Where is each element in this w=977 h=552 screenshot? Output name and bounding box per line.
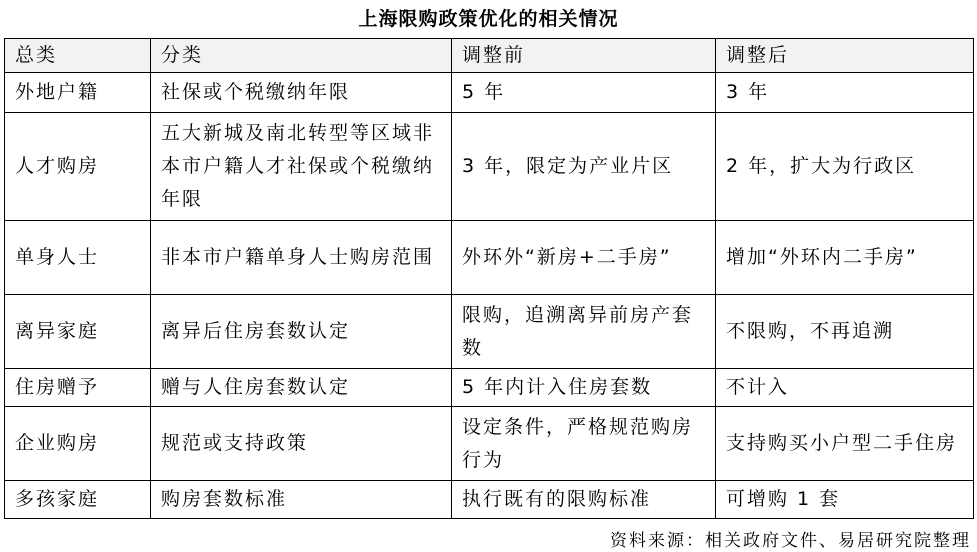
cell-category: 住房赠予 (5, 369, 151, 407)
cell-category: 人才购房 (5, 113, 151, 221)
table-row (5, 295, 974, 369)
cell-subcategory: 社保或个税缴纳年限 (151, 73, 452, 113)
table-row (5, 481, 974, 519)
cell-subcategory: 五大新城及南北转型等区域非本市户籍人才社保或个税缴纳年限 (151, 113, 452, 221)
cell-before: 5 年内计入住房套数 (452, 369, 716, 407)
cell-category: 离异家庭 (5, 295, 151, 369)
cell-subcategory: 规范或支持政策 (151, 407, 452, 481)
cell-before: 设定条件，严格规范购房行为 (452, 407, 716, 481)
header-before: 调整前 (452, 39, 716, 73)
cell-category: 外地户籍 (5, 73, 151, 113)
cell-before: 限购，追溯离异前房产套数 (452, 295, 716, 369)
cell-after: 2 年，扩大为行政区 (716, 113, 974, 221)
cell-after: 不计入 (716, 369, 974, 407)
cell-subcategory: 购房套数标准 (151, 481, 452, 519)
table-title: 上海限购政策优化的相关情况 (358, 8, 619, 30)
cell-before: 执行既有的限购标准 (452, 481, 716, 519)
cell-category: 企业购房 (5, 407, 151, 481)
cell-after: 不限购，不再追溯 (716, 295, 974, 369)
table-row (5, 221, 974, 295)
cell-before: 外环外“新房+二手房” (452, 221, 716, 295)
header-after: 调整后 (716, 39, 974, 73)
cell-before: 3 年，限定为产业片区 (452, 113, 716, 221)
cell-category: 单身人士 (5, 221, 151, 295)
cell-after: 增加“外环内二手房” (716, 221, 974, 295)
policy-table (4, 38, 974, 519)
cell-after: 3 年 (716, 73, 974, 113)
header-subcategory: 分类 (151, 39, 452, 73)
header-category: 总类 (5, 39, 151, 73)
header-row (5, 39, 974, 73)
table-row (5, 369, 974, 407)
cell-after: 支持购买小户型二手住房 (716, 407, 974, 481)
table-row (5, 73, 974, 113)
cell-after: 可增购 1 套 (716, 481, 974, 519)
table-row (5, 407, 974, 481)
cell-subcategory: 赠与人住房套数认定 (151, 369, 452, 407)
cell-subcategory: 非本市户籍单身人士购房范围 (151, 221, 452, 295)
table-row (5, 113, 974, 221)
cell-subcategory: 离异后住房套数认定 (151, 295, 452, 369)
source-note: 资料来源：相关政府文件、易居研究院整理 (610, 531, 971, 551)
cell-before: 5 年 (452, 73, 716, 113)
cell-category: 多孩家庭 (5, 481, 151, 519)
